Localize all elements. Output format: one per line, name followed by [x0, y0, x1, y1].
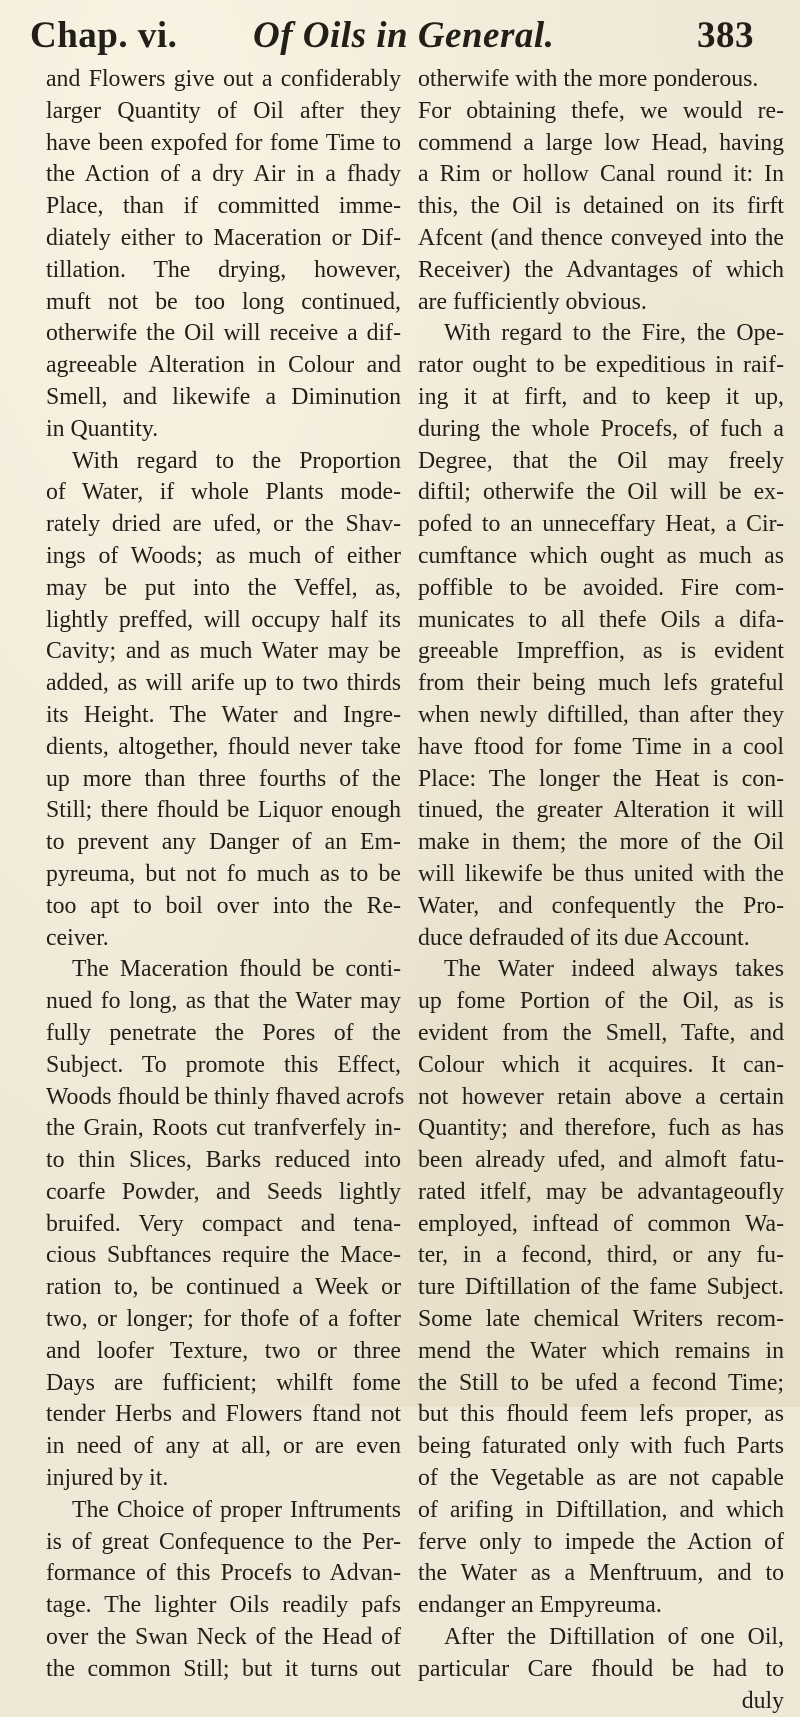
text-line: Smell, and likewife a Diminution [46, 383, 401, 410]
text-line: rator ought to be expeditious in raif- [418, 352, 784, 379]
text-line: have ftood for fome Time in a cool [418, 733, 784, 760]
text-line: Quantity; and therefore, fuch as has [418, 1115, 784, 1142]
text-line: to thin Slices, Barks reduced into [46, 1147, 401, 1174]
text-line: Days are fufficient; whilft fome [46, 1369, 401, 1396]
text-line: nued fo long, as that the Water may [46, 988, 401, 1015]
text-line: larger Quantity of Oil after they [46, 97, 401, 124]
text-line: pyreuma, but not fo much as to be [46, 860, 401, 887]
text-line: For obtaining thefe, we would re- [418, 97, 784, 124]
text-line: poffible to be avoided. Fire com- [418, 574, 784, 601]
chapter-label: Chap. vi. [30, 15, 178, 56]
text-line: tillation. The drying, however, [46, 256, 401, 283]
text-line: ing it at firft, and to keep it up, [418, 383, 784, 410]
text-line: ings of Woods; as much of either [46, 542, 401, 569]
text-line: will likewife be thus united with the [418, 860, 784, 887]
text-line: Colour which it acquires. It can- [418, 1051, 784, 1078]
text-line: agreeable Alteration in Colour and [46, 352, 401, 379]
text-line: The Water indeed always takes [444, 956, 784, 983]
text-line: Afcent (and thence conveyed into the [418, 224, 784, 251]
text-line: ter, in a fecond, third, or any fu- [418, 1242, 784, 1269]
text-line: municates to all thefe Oils a difa- [418, 606, 784, 633]
text-line: mend the Water which remains in [418, 1337, 784, 1364]
text-line: formance of this Procefs to Advan- [46, 1560, 401, 1587]
text-line: tender Herbs and Flowers ftand not [46, 1401, 401, 1428]
text-line: up fome Portion of the Oil, as is [418, 988, 784, 1015]
text-line: make in them; the more of the Oil [418, 829, 784, 856]
left-text-column [46, 64, 405, 1686]
text-line: over the Swan Neck of the Head of [46, 1624, 401, 1651]
text-line: Woods fhould be thinly fhaved acrofs [46, 1083, 405, 1110]
text-line: of Water, if whole Plants mode- [46, 479, 401, 506]
text-line: too apt to boil over into the Re- [46, 892, 401, 919]
text-line: being faturated only with fuch Parts [418, 1433, 784, 1460]
text-line: commend a large low Head, having [418, 129, 784, 156]
text-line: from their being much lefs grateful [418, 670, 784, 697]
text-line: bruifed. Very compact and tena- [46, 1210, 401, 1237]
text-line: added, as will arife up to two thirds [46, 670, 401, 697]
text-line: the Action of a dry Air in a fhady [46, 161, 401, 188]
text-line: been already ufed, and almoft fatu- [418, 1147, 784, 1174]
text-line: have been expofed for fome Time to [46, 129, 401, 156]
text-line: Still; there fhould be Liquor enough [46, 797, 401, 824]
text-line: otherwife with the more ponderous. [418, 66, 759, 92]
text-line: Some late chemical Writers recom- [418, 1306, 784, 1333]
page-header [30, 10, 790, 70]
text-line: employed, inftead of common Wa- [418, 1210, 784, 1237]
text-line: muft not be too long continued, [46, 288, 401, 315]
page-number: 383 [697, 15, 754, 56]
text-line: Water, and confequently the Pro- [418, 892, 784, 919]
text-line: ferve only to impede the Action of [418, 1528, 784, 1555]
text-line: duce defrauded of its due Account. [418, 924, 750, 951]
text-line: With regard to the Fire, the Ope- [444, 320, 784, 347]
text-line: this, the Oil is detained on its firft [418, 193, 784, 220]
text-line: up more than three fourths of the [46, 765, 401, 792]
text-line: its Height. The Water and Ingre- [46, 701, 401, 728]
text-line: With regard to the Proportion [72, 447, 401, 474]
text-line: endanger an Empyreuma. [418, 1592, 662, 1619]
text-line: the Water as a Menftruum, and to [418, 1560, 784, 1587]
text-line: in need of any at all, or are even [46, 1433, 401, 1460]
text-line: and loofer Texture, two or three [46, 1337, 401, 1364]
text-line: greeable Impreffion, as is evident [418, 638, 784, 665]
text-line: tage. The lighter Oils readily pafs [46, 1592, 401, 1619]
text-line: in Quantity. [46, 415, 159, 442]
text-line: tinued, the greater Alteration it will [418, 797, 784, 824]
text-line: pofed to an unneceffary Heat, a Cir- [418, 511, 784, 538]
text-line: two, or longer; for thofe of a fofter [46, 1306, 401, 1333]
text-line: not however retain above a certain [418, 1083, 784, 1110]
text-line: when newly diftilled, than after they [418, 701, 784, 728]
text-line: to prevent any Danger of an Em- [46, 829, 401, 856]
text-line: of arifing in Diftillation, and which [418, 1496, 784, 1523]
text-line: ture Diftillation of the fame Subject. [418, 1274, 784, 1301]
text-line: The Choice of proper Inftruments [72, 1496, 401, 1523]
text-line: is of great Confequence to the Per- [46, 1528, 401, 1555]
text-line: fully penetrate the Pores of the [46, 1019, 401, 1046]
text-line: diftil; otherwife the Oil will be ex- [418, 479, 784, 506]
text-line: duly [741, 1687, 784, 1714]
text-line: a Rim or hollow Canal round it: In [418, 161, 784, 188]
text-line: and Flowers give out a confiderably [46, 66, 401, 92]
text-line: otherwife the Oil will receive a dif- [46, 320, 401, 347]
text-line: diately either to Maceration or Dif- [46, 224, 401, 251]
text-line: rated itfelf, may be advantageoufly [418, 1178, 784, 1205]
text-line: but this fhould feem lefs proper, as [418, 1401, 784, 1428]
text-line: particular Care fhould be had to [418, 1655, 784, 1682]
text-line: ceiver. [46, 924, 109, 951]
text-line: the Still to be ufed a fecond Time; [418, 1369, 784, 1396]
text-line: After the Diftillation of one Oil, [444, 1624, 784, 1651]
text-line: ration to, be continued a Week or [46, 1274, 401, 1301]
text-line: the common Still; but it turns out [46, 1655, 401, 1682]
text-line: Cavity; and as much Water may be [46, 638, 401, 665]
text-line: rately dried are ufed, or the Shav- [46, 511, 401, 538]
text-line: Subject. To promote this Effect, [46, 1051, 401, 1078]
text-line: evident from the Smell, Tafte, and [418, 1019, 784, 1046]
text-line: may be put into the Veffel, as, [46, 574, 401, 601]
text-line: coarfe Powder, and Seeds lightly [46, 1178, 401, 1205]
text-line: lightly preffed, will occupy half its [46, 606, 401, 633]
text-line: dients, altogether, fhould never take [46, 733, 401, 760]
right-text-column [418, 64, 784, 1717]
text-line: cious Subftances require the Mace- [46, 1242, 401, 1269]
text-line: Place, than if committed imme- [46, 193, 401, 220]
text-line: injured by it. [46, 1465, 169, 1492]
text-line: The Maceration fhould be conti- [72, 956, 401, 983]
text-line: Receiver) the Advantages of which [418, 256, 784, 283]
text-line: during the whole Procefs, of fuch a [418, 415, 784, 442]
text-line: the Grain, Roots cut tranfverfely in- [46, 1115, 401, 1142]
text-line: Place: The longer the Heat is con- [418, 765, 784, 792]
text-line: cumftance which ought as much as [418, 542, 784, 569]
text-line: are fufficiently obvious. [418, 288, 647, 315]
text-line: Degree, that the Oil may freely [418, 447, 784, 474]
text-line: of the Vegetable as are not capable [418, 1465, 784, 1492]
running-title: Of Oils in General. [253, 15, 555, 56]
